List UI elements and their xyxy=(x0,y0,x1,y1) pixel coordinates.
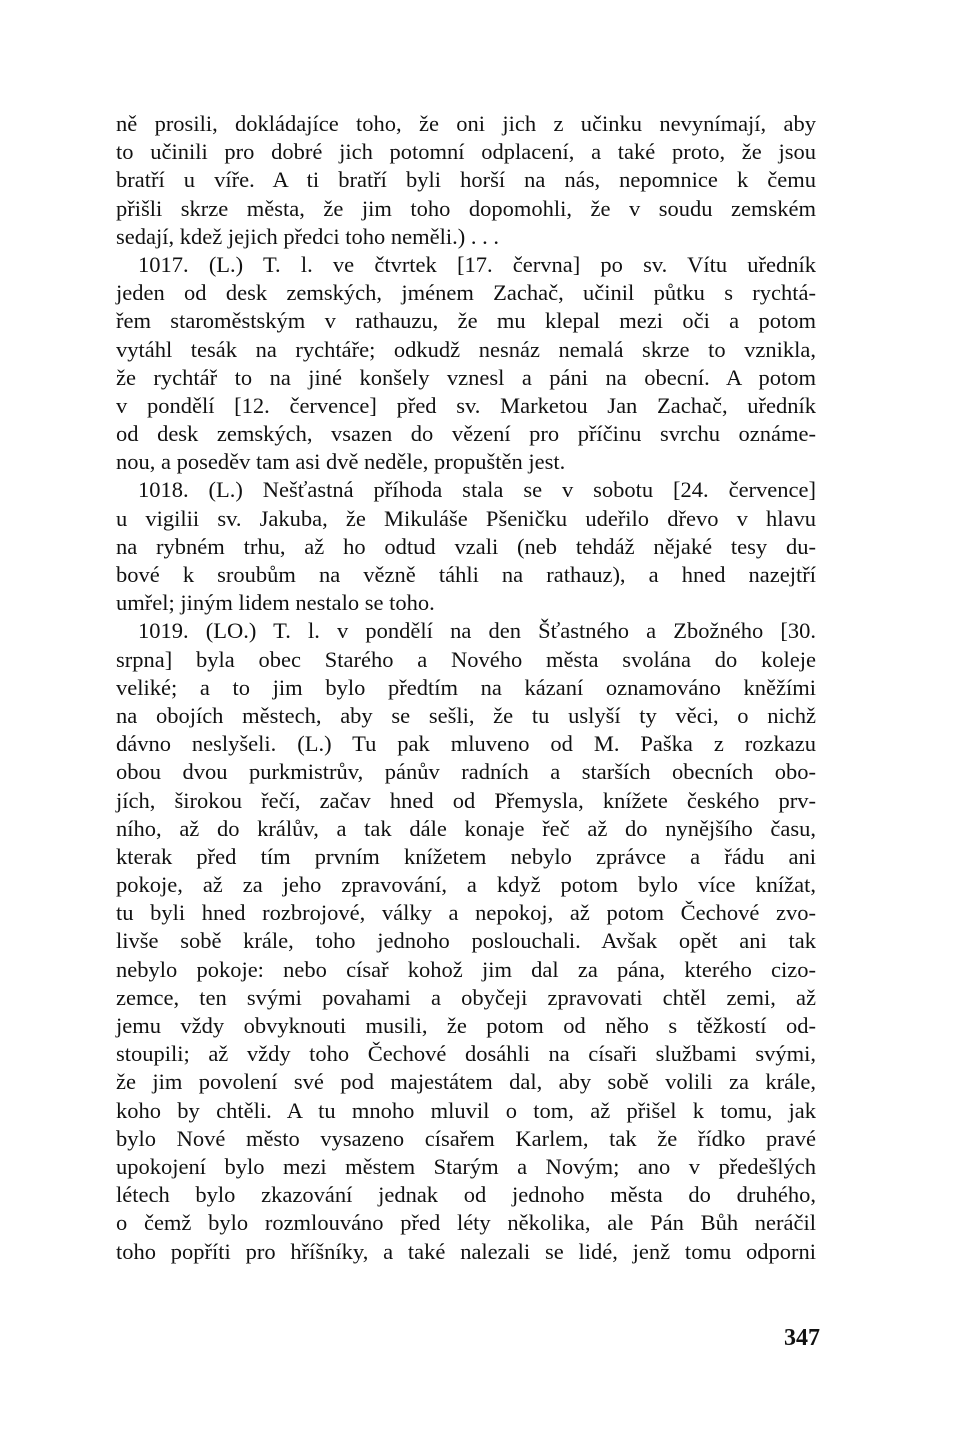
text-line: že jim povolení své pod majestátem dal, aby sobě volili za krále, xyxy=(116,1069,816,1095)
text-line: u vigilii sv. Jakuba, že Mikuláše Pšeničku udeřilo dřevo v hlavu xyxy=(116,505,816,531)
text-line: kterak před tím prvním knížetem nebylo zprávce a řádu ani xyxy=(116,843,816,869)
text-line: toho popříti pro hříšníky, a také nalezali se lidé, jenž tomu odporni xyxy=(116,1238,816,1264)
text-line: na obojích městech, aby se sešli, že tu uslyší ty věci, o nichž xyxy=(116,702,816,728)
text-line: od desk zemských, vsazen do vězení pro příčinu svrchu oznáme- xyxy=(116,421,816,447)
text-line: stoupili; až vždy toho Čechové dosáhli na císaři službami svými, xyxy=(116,1041,816,1067)
text-line: bylo Nové město vysazeno císařem Karlem, tak že řídko pravé xyxy=(116,1125,816,1151)
text-line: nou, a poseděv tam asi dvě neděle, propuštěn jest. xyxy=(116,449,566,475)
text-line: obou dvou purkmistrův, pánův radních a starších obecních obo- xyxy=(116,759,816,785)
text-line: 1019. (LO.) T. l. v pondělí na den Šťastného a Zbožného [30. xyxy=(138,618,816,644)
text-line: bratří u víře. A ti bratří byli horší na nás, nepomnice k čemu xyxy=(116,167,816,193)
text-line: 1018. (L.) Nešťastná příhoda stala se v sobotu [24. července] xyxy=(138,477,816,503)
text-line: bové k sroubům na vězně táhli na rathauz), a hned nazejtří xyxy=(116,562,816,587)
text-line: tu byli hned rozbrojové, války a nepokoj, až potom Čechové zvo- xyxy=(116,900,816,926)
text-line: umřel; jiným lidem nestalo se toho. xyxy=(116,590,435,616)
page-number: 347 xyxy=(784,1325,820,1351)
text-line: řem staroměstským v rathauzu, že mu klepal mezi oči a potom xyxy=(116,308,816,334)
text-line: livše sobě krále, toho jednoho poslouchali. Avšak opět ani tak xyxy=(116,928,816,954)
text-line: koho by chtěli. A tu mnoho mluvil o tom, až přišel k tomu, jak xyxy=(116,1097,816,1123)
text-line: nebylo pokoje: nebo císař kohož jim dal za pána, kterého cizo- xyxy=(116,956,816,982)
text-line: jeden od desk zemských, jménem Zachač, učinil půtku s rychtá- xyxy=(116,280,816,306)
text-line: veliké; a to jim bylo předtím na kázaní oznamováno kněžími xyxy=(116,674,816,700)
text-line: na rybném trhu, až ho odtud vzali (neb tehdáž nějaké tesy du- xyxy=(116,533,816,559)
text-line: jích, širokou řečí, začav hned od Přemysla, knížete českého prv- xyxy=(116,787,816,813)
text-line: dávno neslyšeli. (L.) Tu pak mluveno od M. Paška z rozkazu xyxy=(116,731,816,757)
text-line: to učinili pro dobré jich potomní odplacení, a také proto, že jsou xyxy=(116,139,816,165)
text-line: upokojení bylo mezi městem Starým a Novým; ano v předešlých xyxy=(116,1153,816,1179)
text-line: v pondělí [12. července] před sv. Marketou Jan Zachač, uředník xyxy=(116,392,816,418)
text-line: sedají, kdež jejich předci toho neměli.) . . . xyxy=(116,223,499,249)
body-text xyxy=(116,110,816,1266)
text-line: vytáhl tesák na rychtáře; odkudž nesnáz nemalá skrze to vznikla, xyxy=(116,336,816,362)
text-line: ně prosili, dokládajíce toho, že oni jich z učinku nevynímají, aby xyxy=(116,111,816,136)
text-line: jemu vždy obvyknouti musili, že potom od něho s těžkostí od- xyxy=(116,1013,816,1038)
text-line: o čemž bylo rozmlouváno před léty několika, ale Pán Bůh neráčil xyxy=(116,1210,816,1236)
text-line: pokoje, až za jeho zpravování, a když potom bylo více knížat, xyxy=(116,872,816,898)
text-line: srpna] byla obec Starého a Nového města svolána do koleje xyxy=(116,646,816,672)
text-line: létech bylo zkazování jednak od jednoho města do druhého, xyxy=(116,1182,816,1208)
text-line: přišli skrze města, že jim toho dopomohli, že v soudu zemském xyxy=(116,195,816,221)
text-line: zemce, ten svými povahami a obyčeji zpravovati chtěl zemi, až xyxy=(116,984,816,1010)
text-line: že rychtář to na jiné konšely vznesl a páni na obecní. A potom xyxy=(116,364,816,390)
text-line: ního, až do králův, a tak dále konaje řeč až do nynějšího času, xyxy=(116,815,816,841)
text-line: 1017. (L.) T. l. ve čtvrtek [17. června] po sv. Vítu uředník xyxy=(138,251,816,277)
